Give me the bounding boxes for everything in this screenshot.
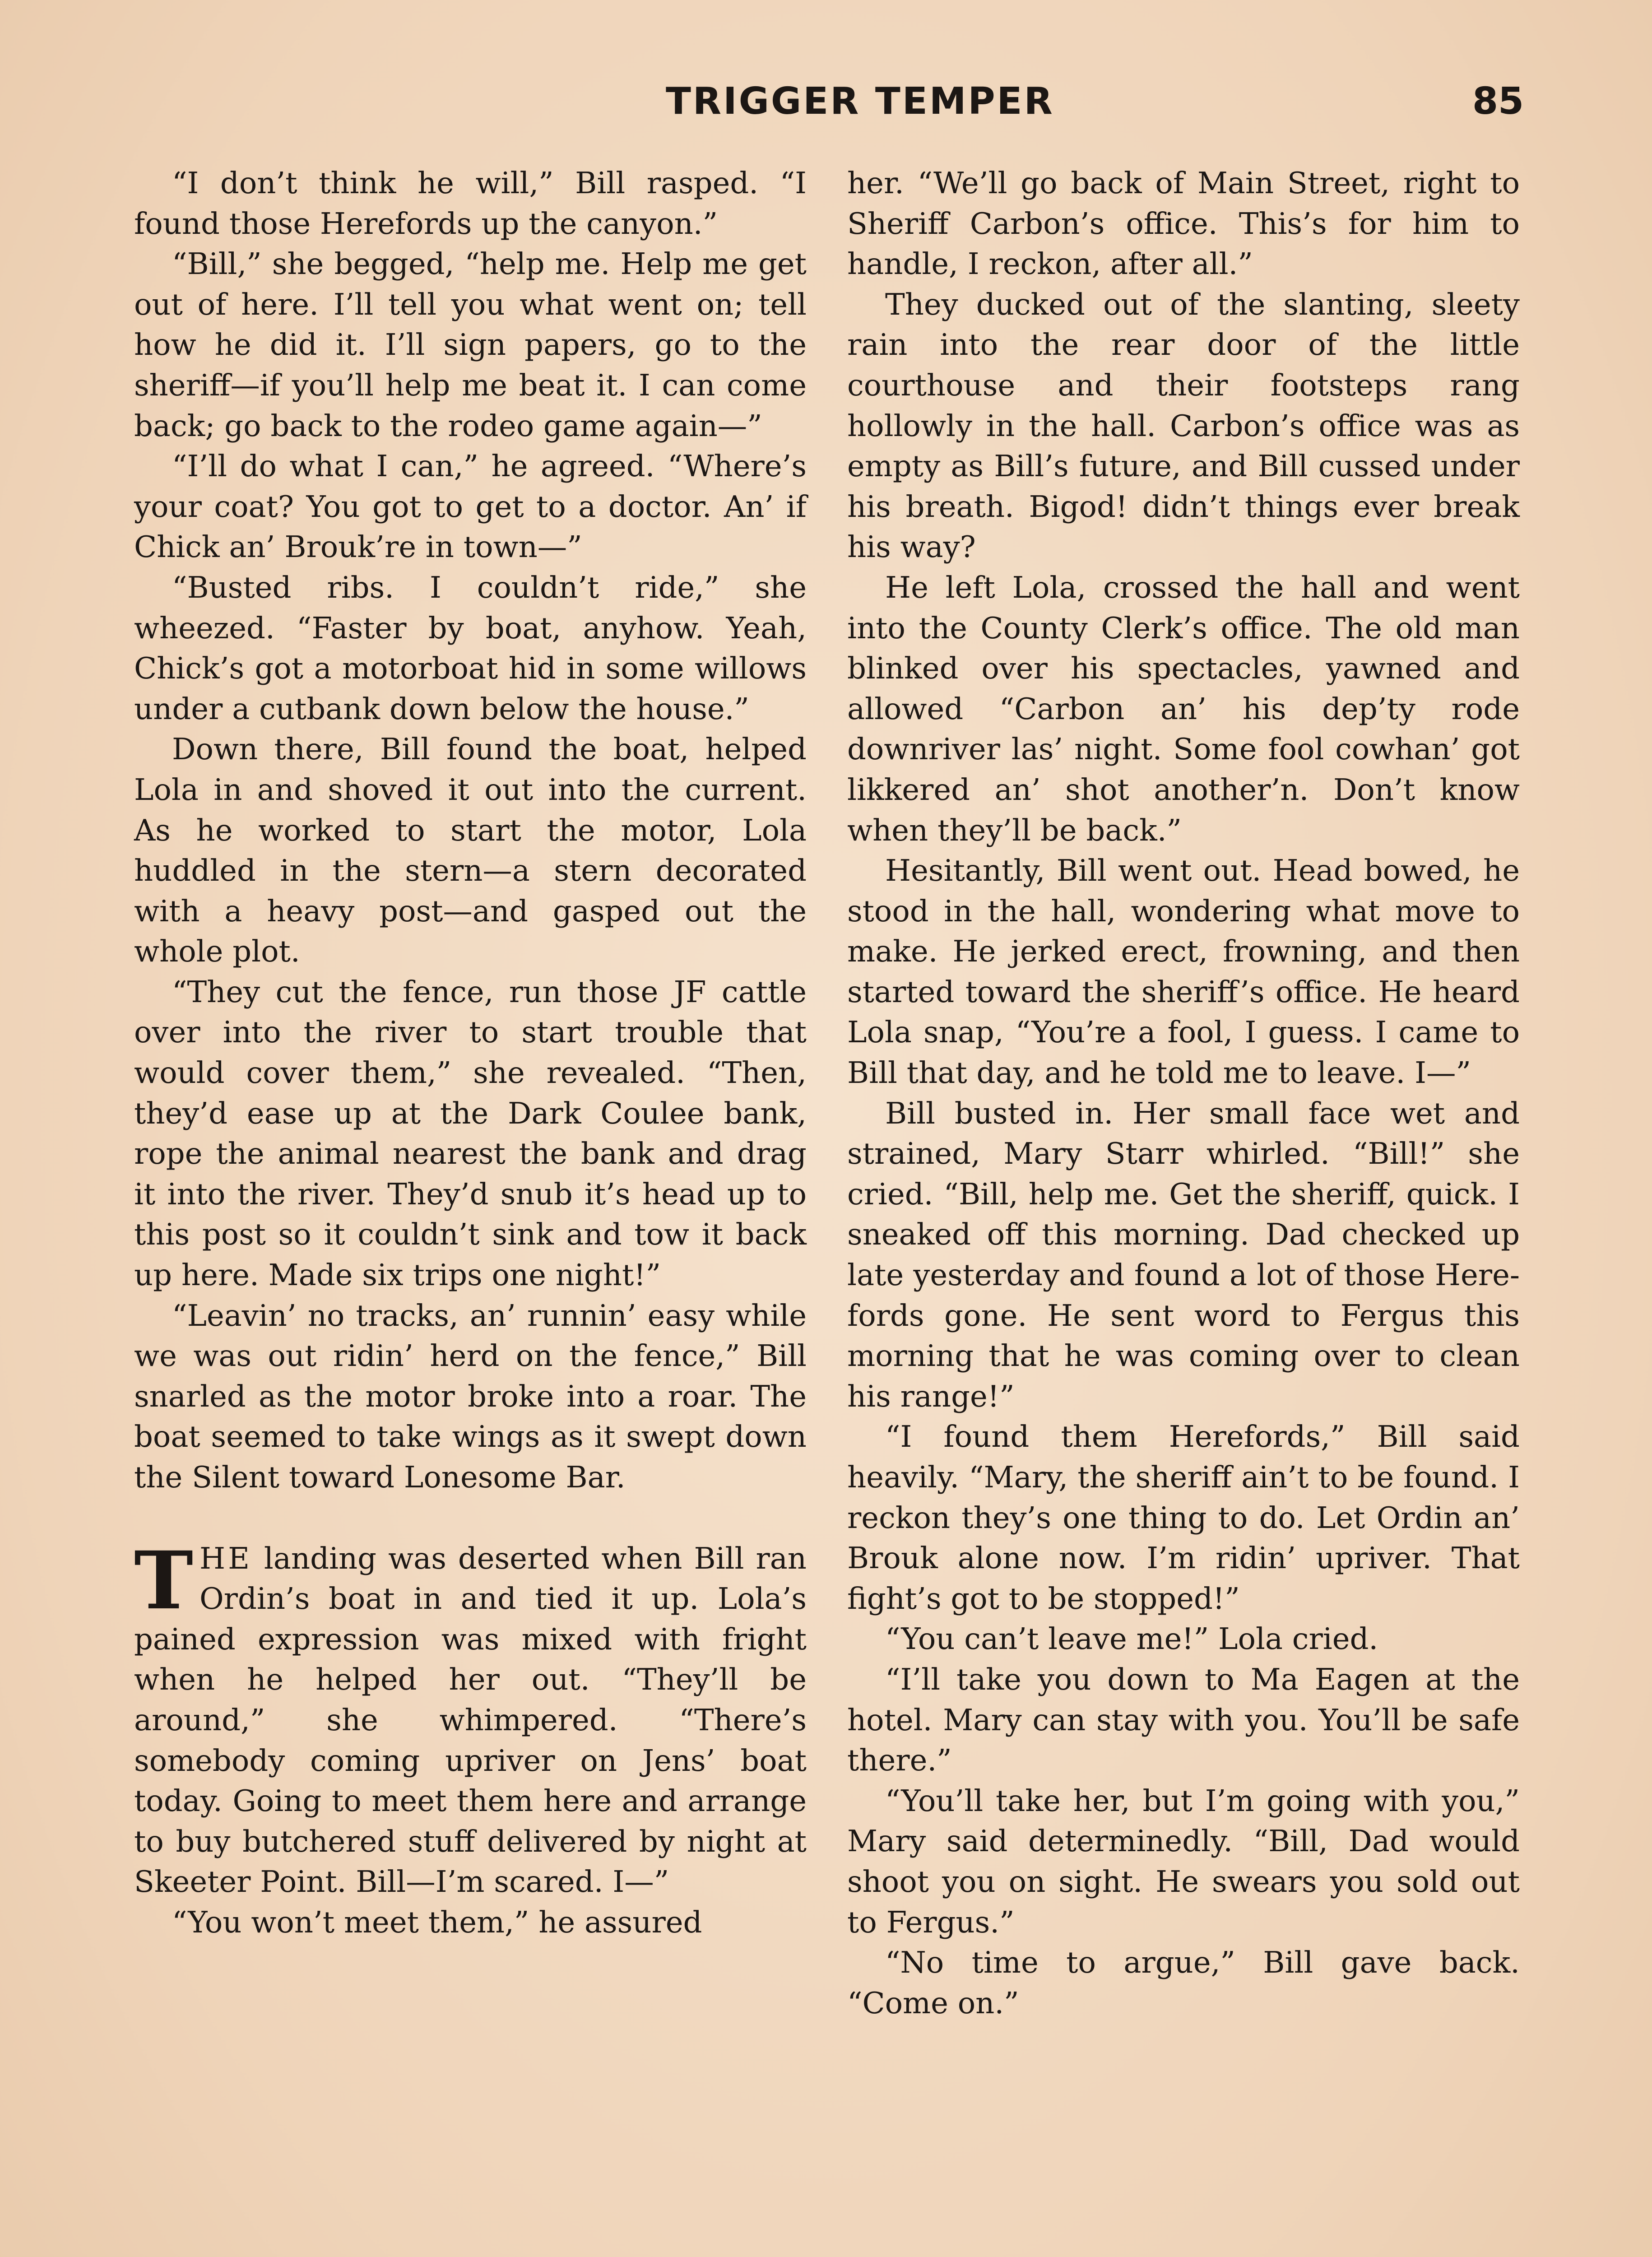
page-number: 85 — [1472, 80, 1524, 123]
right-column — [847, 163, 1520, 2024]
paragraph: “I found them Herefords,” Bill said heavily. “Mary, the sheriff ain’t to be found. I reckon they’s one thing to do. Let Ordin an’ Brouk alone now. I’m ridin’ upriver. That fight’s got to be stopped!” — [847, 1420, 1520, 1616]
left-column — [134, 163, 807, 1943]
paragraph: “Bill,” she begged, “help me. Help me get out of here. I’ll tell you what went on; tell how he did it. I’ll sign papers, go to the sheriff—if you’ll help me beat it. I can come back; go back to the rodeo game again—” — [134, 247, 807, 443]
paragraph: Down there, Bill found the boat, helped Lola in and shoved it out into the current. As he worked to start the motor, Lola huddled in the stern—a stern decorated with a heavy post—and gasped out the whole plot. — [134, 732, 807, 969]
paragraph-text: landing was deserted when Bill ran Ordin’s boat in and tied it up. Lola’s pained expression was mixed with fright when he helped her out. “They’ll be around,” she whimpered. “There’s somebody coming upriver on Jens’ boat today. Going to meet them here and arrange to buy butchered stuff delivered by night at Skeeter Point. Bill—I’m scared. I—” — [134, 1541, 807, 1899]
paragraph: “You’ll take her, but I’m going with you,” Mary said determinedly. “Bill, Dad would shoot you on sight. He swears you sold out to Fergus.” — [847, 1783, 1520, 1940]
paragraph: “You won’t meet them,” he assured — [172, 1905, 702, 1940]
paragraph: “I’ll do what I can,” he agreed. “Where’s your coat? You got to get to a doctor. An’ if Chick an’ Brouk’re in town—” — [134, 449, 807, 565]
paragraph: “I’ll take you down to Ma Eagen at the hotel. Mary can stay with you. You’ll be safe there.” — [847, 1662, 1520, 1778]
page-header — [0, 77, 1652, 126]
paragraph: “They cut the fence, run those JF cattle over into the river to start trouble that would cover them,” she revealed. “Then, they’d ease up at the Dark Coulee bank, rope the animal nearest the bank and drag it into the river. They’d snub it’s head up to this post so it couldn’t sink and tow it back up here. Made six trips one night!” — [134, 975, 807, 1293]
section-opening-paragraph — [134, 1533, 807, 1903]
paragraph: “Leavin’ no tracks, an’ runnin’ easy while we was out ridin’ herd on the fence,” Bill snarled as the motor broke into a roar. The boat seemed to take wings as it swept down the Silent toward Lonesome Bar. — [134, 1298, 807, 1495]
paragraph: “Busted ribs. I couldn’t ride,” she wheezed. “Faster by boat, anyhow. Yeah, Chick’s got a motorboat hid in some willows under a cutbank down below the house.” — [134, 570, 807, 726]
drop-cap: T — [134, 1533, 193, 1627]
paragraph: They ducked out of the slanting, sleety rain into the rear door of the little courthouse and their footsteps rang hollowly in the hall. Carbon’s office was as empty as Bill’s future, and Bill cussed under his breath. Bigod! didn’t things ever break his way? — [847, 287, 1520, 565]
paragraph: Bill busted in. Her small face wet and strained, Mary Starr whirled. “Bill!” she cried. “Bill, help me. Get the sheriff, quick. I sneaked off this morning. Dad checked up late yesterday and found a lot of those Herefords gone. He sent word to Fergus this morning that he was coming over to clean his range!” — [847, 1096, 1520, 1414]
paragraph: He left Lola, crossed the hall and went into the County Clerk’s office. The old man blinked over his spectacles, yawned and allowed “Carbon an’ his dep’ty rode downriver las’ night. Some fool cowhan’ got likkered an’ shot another’n. Don’t know when they’ll be back.” — [847, 570, 1520, 848]
paragraph: “I don’t think he will,” Bill rasped. “I found those Herefords up the canyon.” — [134, 166, 807, 241]
paragraph: Hesitantly, Bill went out. Head bowed, he stood in the hall, wondering what move to make. He jerked erect, frowning, and then started toward the sheriff’s office. He heard Lola snap, “You’re a fool, I guess. I came to Bill that day, and he told me to leave. I—” — [847, 854, 1520, 1091]
small-caps-word: HE — [199, 1541, 252, 1576]
continued-paragraph: her. “We’ll go back of Main Street, right to Sheriff Carbon’s office. This’s for him to handle, I reckon, after all.” — [847, 166, 1520, 282]
running-title: TRIGGER TEMPER — [666, 80, 1054, 123]
paragraph: “You can’t leave me!” Lola cried. — [885, 1622, 1378, 1657]
paragraph: “No time to argue,” Bill gave back. “Come on.” — [847, 1946, 1520, 2020]
